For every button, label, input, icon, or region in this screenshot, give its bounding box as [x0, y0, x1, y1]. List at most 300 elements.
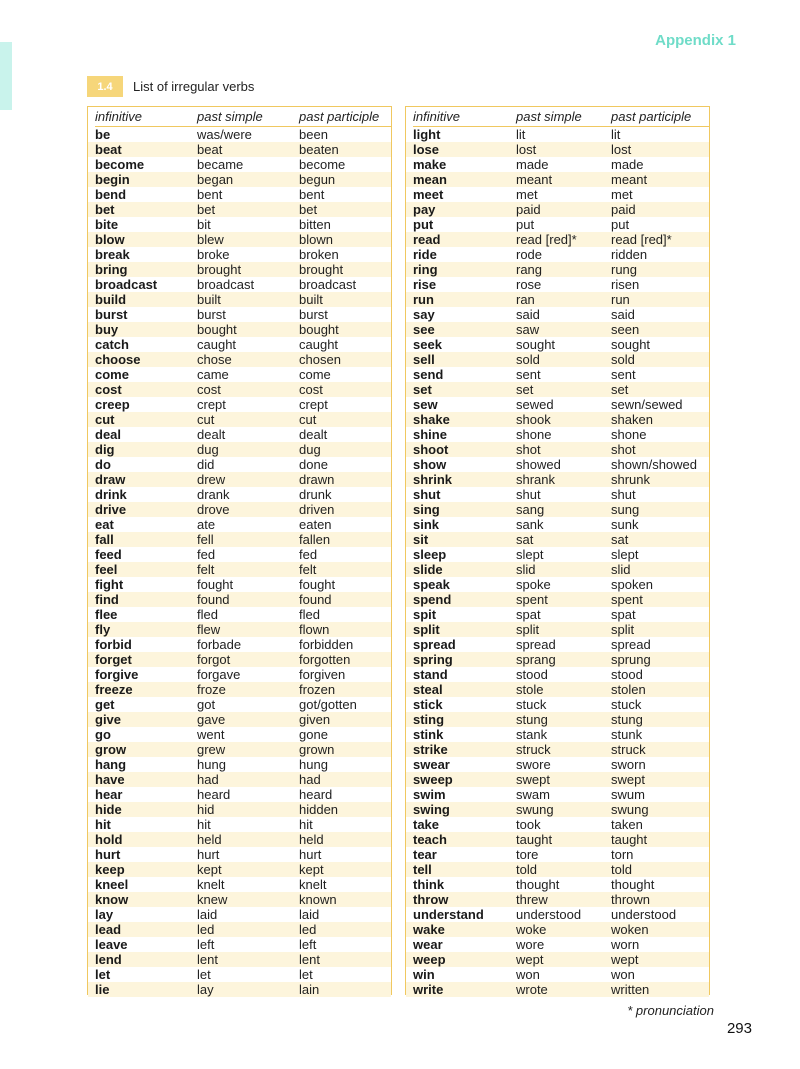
- table-row: [88, 472, 391, 487]
- table-header: [413, 107, 709, 127]
- past-participle-cell: laid: [299, 907, 320, 922]
- infinitive-cell: sit: [413, 532, 429, 547]
- table-row: [88, 232, 391, 247]
- past-participle-cell: chosen: [299, 352, 341, 367]
- infinitive-cell: fight: [95, 577, 124, 592]
- section-heading: [87, 76, 254, 97]
- infinitive-cell: flee: [95, 607, 118, 622]
- past-participle-cell: spent: [611, 592, 643, 607]
- past-participle-cell: shone: [611, 427, 647, 442]
- table-row: [95, 757, 391, 772]
- past-participle-cell: blown: [299, 232, 333, 247]
- past-simple-cell: stank: [516, 727, 548, 742]
- infinitive-cell: forgive: [95, 667, 139, 682]
- table-row: [406, 352, 709, 367]
- infinitive-cell: be: [95, 127, 111, 142]
- infinitive-cell: light: [413, 127, 441, 142]
- past-participle-cell: sprung: [611, 652, 651, 667]
- past-simple-cell: lay: [197, 982, 214, 997]
- infinitive-cell: rise: [413, 277, 437, 292]
- infinitive-cell: write: [413, 982, 444, 997]
- table-row: [95, 727, 391, 742]
- table-row: [406, 262, 709, 277]
- table-row: [413, 847, 709, 862]
- past-simple-cell: gave: [197, 712, 226, 727]
- infinitive-cell: drink: [95, 487, 127, 502]
- infinitive-cell: burst: [95, 307, 128, 322]
- past-participle-cell: come: [299, 367, 331, 382]
- table-row: [413, 217, 709, 232]
- infinitive-cell: sink: [413, 517, 440, 532]
- infinitive-cell: spit: [413, 607, 437, 622]
- table-row: [413, 697, 709, 712]
- infinitive-cell: sleep: [413, 547, 447, 562]
- past-simple-cell: felt: [197, 562, 215, 577]
- past-participle-cell: bet: [299, 202, 318, 217]
- infinitive-cell: cost: [95, 382, 122, 397]
- past-simple-cell: hung: [197, 757, 226, 772]
- past-participle-cell: swept: [611, 772, 645, 787]
- table-row: [406, 862, 709, 877]
- past-simple-cell: spent: [516, 592, 548, 607]
- infinitive-cell: feel: [95, 562, 118, 577]
- table-row: [413, 397, 709, 412]
- past-participle-cell: thrown: [611, 892, 651, 907]
- past-participle-cell: let: [299, 967, 313, 982]
- past-participle-cell: ridden: [611, 247, 648, 262]
- past-simple-cell: slept: [516, 547, 544, 562]
- past-simple-cell: set: [516, 382, 534, 397]
- infinitive-cell: take: [413, 817, 440, 832]
- table-row: [406, 892, 709, 907]
- infinitive-cell: break: [95, 247, 130, 262]
- past-simple-cell: bet: [197, 202, 216, 217]
- infinitive-cell: shut: [413, 487, 441, 502]
- past-participle-cell: known: [299, 892, 337, 907]
- past-participle-cell: forgotten: [299, 652, 351, 667]
- past-simple-cell: sprang: [516, 652, 556, 667]
- infinitive-cell: forget: [95, 652, 132, 667]
- infinitive-cell: begin: [95, 172, 130, 187]
- past-participle-cell: eaten: [299, 517, 332, 532]
- past-participle-cell: thought: [611, 877, 655, 892]
- table-row: [95, 637, 391, 652]
- table-row: [406, 502, 709, 517]
- infinitive-cell: stand: [413, 667, 448, 682]
- table-row: [95, 517, 391, 532]
- past-simple-cell: had: [197, 772, 219, 787]
- past-simple-cell: spread: [516, 637, 556, 652]
- infinitive-cell: sew: [413, 397, 438, 412]
- past-participle-cell: lit: [611, 127, 621, 142]
- infinitive-cell: shine: [413, 427, 447, 442]
- infinitive-cell: throw: [413, 892, 449, 907]
- past-participle-cell: shot: [611, 442, 636, 457]
- infinitive-cell: make: [413, 157, 447, 172]
- past-simple-cell: shrank: [516, 472, 556, 487]
- past-participle-cell: had: [299, 772, 321, 787]
- infinitive-cell: split: [413, 622, 440, 637]
- past-participle-cell: got/gotten: [299, 697, 357, 712]
- past-participle-cell: brought: [299, 262, 344, 277]
- past-participle-cell: fought: [299, 577, 336, 592]
- past-simple-cell: shut: [516, 487, 541, 502]
- past-simple-cell: led: [197, 922, 215, 937]
- past-simple-cell: made: [516, 157, 549, 172]
- past-simple-cell: kept: [197, 862, 222, 877]
- past-simple-cell: cut: [197, 412, 215, 427]
- past-participle-cell: held: [299, 832, 324, 847]
- infinitive-cell: think: [413, 877, 445, 892]
- infinitive-cell: hide: [95, 802, 122, 817]
- table-row: [413, 547, 709, 562]
- past-participle-cell: read [red]*: [611, 232, 672, 247]
- past-simple-cell: beat: [197, 142, 223, 157]
- table-row: [413, 307, 709, 322]
- past-simple-cell: told: [516, 862, 537, 877]
- header-past-participle: past participle: [299, 109, 380, 124]
- past-simple-cell: swept: [516, 772, 550, 787]
- past-participle-cell: hit: [299, 817, 313, 832]
- table-row: [95, 397, 391, 412]
- past-simple-cell: lit: [516, 127, 526, 142]
- past-participle-cell: found: [299, 592, 332, 607]
- infinitive-cell: lie: [95, 982, 110, 997]
- table-row: [95, 367, 391, 382]
- past-simple-cell: dealt: [197, 427, 226, 442]
- past-participle-cell: led: [299, 922, 317, 937]
- past-participle-cell: been: [299, 127, 328, 142]
- infinitive-cell: sing: [413, 502, 440, 517]
- table-row: [88, 172, 391, 187]
- table-header: [95, 107, 391, 127]
- past-participle-cell: spread: [611, 637, 651, 652]
- past-participle-cell: taken: [611, 817, 643, 832]
- past-simple-cell: said: [516, 307, 540, 322]
- table-row: [413, 247, 709, 262]
- past-simple-cell: broke: [197, 247, 230, 262]
- past-participle-cell: heard: [299, 787, 333, 802]
- past-simple-cell: knelt: [197, 877, 225, 892]
- past-simple-cell: froze: [197, 682, 226, 697]
- table-row: [88, 862, 391, 877]
- table-row: [413, 967, 709, 982]
- past-simple-cell: sought: [516, 337, 556, 352]
- table-row: [406, 292, 709, 307]
- table-row: [413, 877, 709, 892]
- table-row: [413, 937, 709, 952]
- past-simple-cell: slid: [516, 562, 536, 577]
- past-simple-cell: forgave: [197, 667, 241, 682]
- table-row: [95, 937, 391, 952]
- past-participle-cell: knelt: [299, 877, 327, 892]
- past-simple-cell: brought: [197, 262, 242, 277]
- past-simple-cell: swore: [516, 757, 551, 772]
- table-row: [413, 367, 709, 382]
- table-row: [88, 412, 391, 427]
- past-simple-cell: spat: [516, 607, 541, 622]
- infinitive-cell: go: [95, 727, 111, 742]
- past-participle-cell: risen: [611, 277, 640, 292]
- past-simple-cell: rode: [516, 247, 543, 262]
- table-row: [88, 292, 391, 307]
- infinitive-cell: freeze: [95, 682, 133, 697]
- past-participle-cell: lain: [299, 982, 320, 997]
- infinitive-cell: creep: [95, 397, 130, 412]
- past-simple-cell: sang: [516, 502, 545, 517]
- page-number: 293: [726, 1020, 752, 1037]
- past-participle-cell: dug: [299, 442, 321, 457]
- infinitive-cell: tear: [413, 847, 437, 862]
- infinitive-cell: lend: [95, 952, 122, 967]
- table-row: [95, 217, 391, 232]
- past-participle-cell: struck: [611, 742, 646, 757]
- past-participle-cell: forbidden: [299, 637, 354, 652]
- infinitive-cell: meet: [413, 187, 444, 202]
- past-simple-cell: paid: [516, 202, 541, 217]
- table-row: [413, 817, 709, 832]
- past-participle-cell: rung: [611, 262, 638, 277]
- past-participle-cell: drunk: [299, 487, 332, 502]
- infinitive-cell: lose: [413, 142, 440, 157]
- past-participle-cell: sought: [611, 337, 651, 352]
- table-row: [406, 652, 709, 667]
- section-title: List of irregular verbs: [133, 79, 255, 94]
- past-participle-cell: torn: [611, 847, 634, 862]
- past-participle-cell: slept: [611, 547, 639, 562]
- past-participle-cell: dealt: [299, 427, 328, 442]
- infinitive-cell: lay: [95, 907, 114, 922]
- infinitive-cell: lead: [95, 922, 122, 937]
- header-past-simple: past simple: [197, 109, 263, 124]
- past-simple-cell: took: [516, 817, 541, 832]
- past-participle-cell: broken: [299, 247, 339, 262]
- table-row: [406, 532, 709, 547]
- table-row: [413, 127, 709, 142]
- past-participle-cell: understood: [611, 907, 677, 922]
- past-participle-cell: frozen: [299, 682, 336, 697]
- infinitive-cell: become: [95, 157, 145, 172]
- past-simple-cell: stole: [516, 682, 544, 697]
- infinitive-cell: ring: [413, 262, 438, 277]
- table-row: [413, 907, 709, 922]
- table-row: [88, 892, 391, 907]
- past-simple-cell: sat: [516, 532, 534, 547]
- past-simple-cell: became: [197, 157, 244, 172]
- past-participle-cell: hidden: [299, 802, 339, 817]
- past-simple-cell: meant: [516, 172, 553, 187]
- table-row: [413, 427, 709, 442]
- past-simple-cell: drew: [197, 472, 226, 487]
- infinitive-cell: seek: [413, 337, 442, 352]
- table-row: [88, 982, 391, 997]
- past-participle-cell: won: [611, 967, 635, 982]
- table-row: [88, 442, 391, 457]
- past-simple-cell: put: [516, 217, 535, 232]
- past-simple-cell: laid: [197, 907, 218, 922]
- table-row: [88, 832, 391, 847]
- past-simple-cell: split: [516, 622, 540, 637]
- past-simple-cell: hit: [197, 817, 211, 832]
- past-simple-cell: drank: [197, 487, 230, 502]
- past-participle-cell: drawn: [299, 472, 335, 487]
- past-participle-cell: swung: [611, 802, 649, 817]
- past-simple-cell: cost: [197, 382, 221, 397]
- past-simple-cell: forgot: [197, 652, 231, 667]
- past-participle-cell: bought: [299, 322, 339, 337]
- past-simple-cell: grew: [197, 742, 226, 757]
- appendix-title: Appendix 1: [655, 32, 736, 49]
- infinitive-cell: have: [95, 772, 125, 787]
- infinitive-cell: fall: [95, 532, 114, 547]
- past-simple-cell: spoke: [516, 577, 551, 592]
- past-simple-cell: broadcast: [197, 277, 255, 292]
- table-row: [95, 337, 391, 352]
- infinitive-cell: blow: [95, 232, 125, 247]
- infinitive-cell: mean: [413, 172, 447, 187]
- infinitive-cell: read: [413, 232, 441, 247]
- infinitive-cell: stink: [413, 727, 444, 742]
- infinitive-cell: hold: [95, 832, 123, 847]
- past-simple-cell: won: [516, 967, 540, 982]
- table-row: [406, 832, 709, 847]
- infinitive-cell: forbid: [95, 637, 132, 652]
- past-participle-cell: swum: [611, 787, 645, 802]
- infinitive-cell: understand: [413, 907, 484, 922]
- table-row: [413, 607, 709, 622]
- infinitive-cell: shoot: [413, 442, 449, 457]
- table-row: [413, 727, 709, 742]
- past-participle-cell: wept: [611, 952, 639, 967]
- infinitive-cell: dig: [95, 442, 115, 457]
- table-row: [88, 772, 391, 787]
- past-participle-cell: stung: [611, 712, 643, 727]
- past-participle-cell: spat: [611, 607, 636, 622]
- past-simple-cell: did: [197, 457, 215, 472]
- infinitive-cell: swear: [413, 757, 450, 772]
- past-participle-cell: left: [299, 937, 317, 952]
- past-simple-cell: read [red]*: [516, 232, 577, 247]
- infinitive-cell: feed: [95, 547, 122, 562]
- past-simple-cell: swam: [516, 787, 550, 802]
- past-participle-cell: sung: [611, 502, 640, 517]
- infinitive-cell: drive: [95, 502, 127, 517]
- past-participle-cell: met: [611, 187, 633, 202]
- past-participle-cell: forgiven: [299, 667, 346, 682]
- past-participle-cell: driven: [299, 502, 335, 517]
- past-simple-cell: drove: [197, 502, 230, 517]
- past-participle-cell: given: [299, 712, 331, 727]
- header-past-participle: past participle: [611, 109, 692, 124]
- appendix-edge-tab: [0, 42, 12, 110]
- table-row: [413, 637, 709, 652]
- infinitive-cell: sting: [413, 712, 445, 727]
- table-row: [406, 142, 709, 157]
- infinitive-cell: let: [95, 967, 111, 982]
- table-row: [406, 682, 709, 697]
- infinitive-cell: build: [95, 292, 127, 307]
- infinitive-cell: tell: [413, 862, 432, 877]
- past-simple-cell: lost: [516, 142, 537, 157]
- past-simple-cell: began: [197, 172, 234, 187]
- table-row: [406, 562, 709, 577]
- table-row: [95, 817, 391, 832]
- table-row: [95, 307, 391, 322]
- table-row: [95, 277, 391, 292]
- infinitive-cell: stick: [413, 697, 443, 712]
- past-participle-cell: built: [299, 292, 323, 307]
- past-simple-cell: bought: [197, 322, 237, 337]
- table-row: [406, 322, 709, 337]
- past-simple-cell: rose: [516, 277, 542, 292]
- past-participle-cell: sworn: [611, 757, 646, 772]
- table-row: [95, 907, 391, 922]
- past-participle-cell: stood: [611, 667, 643, 682]
- past-simple-cell: wore: [516, 937, 545, 952]
- infinitive-cell: ride: [413, 247, 437, 262]
- table-row: [88, 352, 391, 367]
- table-row: [95, 187, 391, 202]
- table-row: [413, 457, 709, 472]
- table-row: [406, 472, 709, 487]
- past-simple-cell: went: [197, 727, 225, 742]
- infinitive-cell: spend: [413, 592, 452, 607]
- past-simple-cell: hid: [197, 802, 215, 817]
- infinitive-cell: hang: [95, 757, 127, 772]
- past-participle-cell: told: [611, 862, 632, 877]
- table-row: [95, 607, 391, 622]
- past-participle-cell: flown: [299, 622, 330, 637]
- past-participle-cell: crept: [299, 397, 328, 412]
- section-number-badge: 1.4: [87, 76, 123, 97]
- past-participle-cell: fallen: [299, 532, 331, 547]
- table-row: [95, 787, 391, 802]
- past-participle-cell: burst: [299, 307, 328, 322]
- infinitive-cell: keep: [95, 862, 125, 877]
- past-simple-cell: came: [197, 367, 229, 382]
- past-participle-cell: hurt: [299, 847, 322, 862]
- past-participle-cell: made: [611, 157, 644, 172]
- past-simple-cell: stuck: [516, 697, 547, 712]
- past-participle-cell: shut: [611, 487, 636, 502]
- past-simple-cell: lent: [197, 952, 218, 967]
- past-simple-cell: saw: [516, 322, 540, 337]
- table-row: [88, 532, 391, 547]
- table-row: [413, 757, 709, 772]
- table-row: [95, 457, 391, 472]
- table-row: [88, 952, 391, 967]
- past-simple-cell: thought: [516, 877, 560, 892]
- infinitive-cell: swing: [413, 802, 450, 817]
- table-row: [95, 847, 391, 862]
- infinitive-cell: weep: [413, 952, 446, 967]
- past-participle-cell: lent: [299, 952, 320, 967]
- infinitive-cell: get: [95, 697, 115, 712]
- table-row: [88, 322, 391, 337]
- past-participle-cell: sent: [611, 367, 636, 382]
- past-simple-cell: stung: [516, 712, 548, 727]
- past-participle-cell: sold: [611, 352, 635, 367]
- table-row: [88, 922, 391, 937]
- infinitive-cell: give: [95, 712, 122, 727]
- table-row: [406, 982, 709, 997]
- past-participle-cell: grown: [299, 742, 335, 757]
- past-simple-cell: caught: [197, 337, 237, 352]
- table-row: [413, 337, 709, 352]
- infinitive-cell: shake: [413, 412, 450, 427]
- infinitive-cell: leave: [95, 937, 128, 952]
- infinitive-cell: strike: [413, 742, 448, 757]
